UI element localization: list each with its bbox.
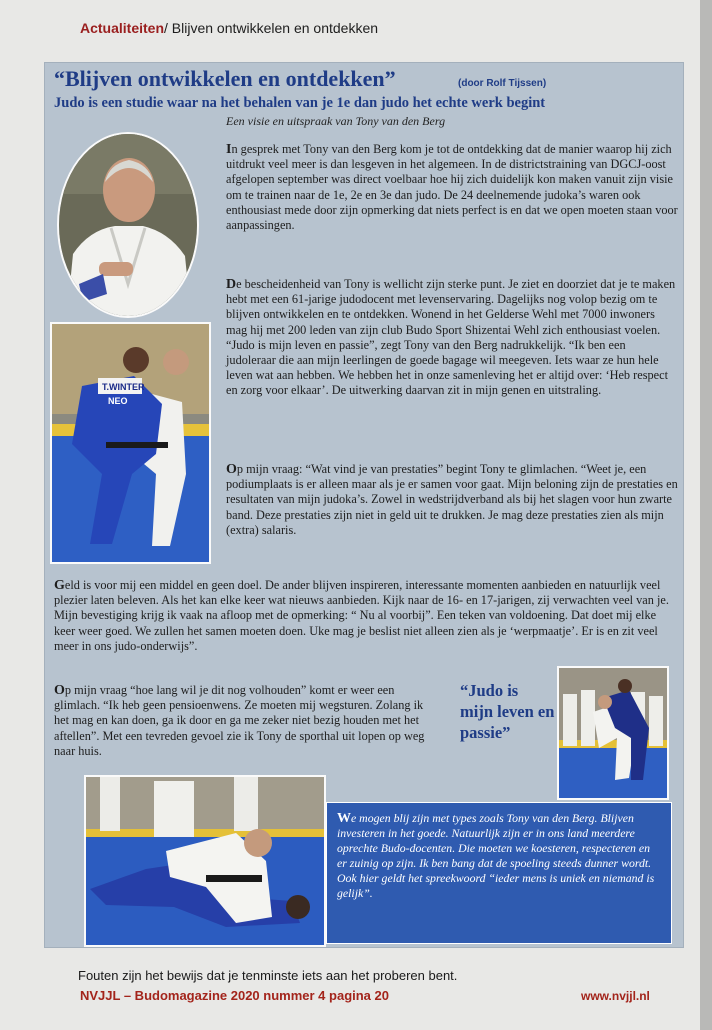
paragraph-3-text: p mijn vraag: “Wat vind je van prestaties” begint Tony te glimlachen. “Weet je, een podiumplaats is er alleen maar als je er samen voor gaat. Mijn beloning zijn de prestaties en resultaten van mijn judoka’s. Zowel in wedstrijdverband als bij het slagen voor hun zwarte band. Deze prestaties zijn niet in geld uit te drukken. Je mag deze prestaties zien als mijn (extra) salaris. (226, 462, 678, 537)
closing-statement-box (326, 802, 672, 944)
paragraph-3 (226, 462, 678, 538)
section-separator: / (164, 20, 172, 36)
closing-text: e mogen blij zijn met types zoals Tony van den Berg. Blijven investeren in het goede. Natuurlijk zijn er in ons land meerdere oprechte Budo-docenten. Die moeten we koesteren, respecteren en er zuinig op zijn. Ik ben bang dat de spoeling steeds dunner wordt. Ook hier geldt het spreekwoord “ieder mens is uniek en niemand is gelijk”. (337, 811, 655, 900)
paragraph-2-text: e bescheidenheid van Tony is wellicht zijn sterke punt. Je ziet en doorziet dat je te maken hebt met een 61-jarige judodocent met levenservaring. Dagelijks nog volop bezig om te blijven ontwikkelen en te ontdekken. Wonend in het Gelderse Wehl met 7000 inwoners mag hij met 200 leden van zijn club Budo Sport Shizentai Wehl zich enthousiast voelen. “Judo is mijn leven en passie”, zegt Tony van den Berg nadrukkelijk. “Ik ben een judoleraar die aan mijn leerlingen de goede bagage wil meegeven. Iets waar ze hun hele leven wat aan hebben. We hebben het in onze samenleving het er altijd over: ‘Heb respect en zorg voor elkaar’. De uitwerking daarvan zit in mijn genen en uitstraling. (226, 277, 676, 398)
article-tagline: Een visie en uitspraak van Tony van den Berg (226, 114, 446, 128)
closing-statement (337, 811, 661, 901)
paragraph-1-text: n gesprek met Tony van den Berg kom je tot de ontdekking dat de manier waarop hij zich uitdrukt veel meer is dan lesgeven in het algemeen. In de districtstraining van DGCJ-oost afgelopen september was direct voelbaar hoe hij zich duidelijk kon maken vanuit zijn visie om te trainen naar de 1e, 2e en 3e dan judo. De 24 deelnemende judoka’s waren ook enthousiast mede door zijn opmerking dat niets perfect is en dat we open moeten staan voor aanpassingen. (226, 142, 678, 233)
drop-initial-4: G (54, 578, 65, 593)
article-title: “Blijven ontwikkelen en ontdekken” (54, 66, 396, 91)
closing-initial: W (337, 811, 351, 826)
footer-quote: Fouten zijn het bewijs dat je tenminste iets aan het proberen bent. (78, 968, 458, 983)
footer-magazine-info: NVJJL – Budomagazine 2020 nummer 4 pagina 20 (80, 988, 389, 1003)
belt-name-text: T.WINTER (102, 382, 145, 392)
pull-quote: “Judo is mijn leven en passie” (460, 681, 555, 742)
section-label: Actualiteiten (80, 20, 165, 36)
paragraph-2 (226, 277, 678, 399)
drop-initial-5: O (54, 683, 65, 698)
drop-initial-1: I (226, 142, 232, 157)
section-topic: Blijven ontwikkelen en ontdekken (171, 20, 379, 36)
article-subtitle: Judo is een studie waar na het behalen van je 1e dan judo het echte werk begint (54, 95, 546, 111)
drop-initial-3: O (226, 462, 237, 477)
paragraph-4-text: eld is voor mij een middel en geen doel. De ander blijven inspireren, interessante momenten aanbieden en natuurlijk veel plezier laten beleven. Als het kan elke keer wat nieuws aanbieden. Kijk naar de 16- en 17-jarigen, zij verwachten veel van je. Mijn bevestiging krijg ik vaak na afloop met de opmerking: “ Nu al voorbij”. Een teken van voldoening. Dat doet mij elke keer weer goed. We zullen het samen moeten doen. Uke mag je beslist niet alleen zien als je ‘werpmaatje’. Er is en zit veel meer in ons judo-onderwijs”. (54, 578, 669, 653)
paragraph-1 (226, 142, 678, 233)
portrait-photo (57, 132, 199, 318)
footer-website: www.nvjjl.nl (581, 989, 650, 1003)
drop-initial-2: D (226, 277, 237, 292)
group-training-photo (557, 666, 669, 800)
page-edge (700, 0, 712, 1030)
paragraph-5-text: p mijn vraag “hoe lang wil je dit nog volhouden” komt er weer een glimlach. “Ik heb geen pensioenwens. Ze moeten mij wegsturen. Zolang ik het mag en kan doen, ga ik door en ga me zeker niet bezig houden met het aftellen”. Met een tevreden gevoel zie ik Tony de sporthal uit lopen op weg naar huis. (54, 683, 425, 758)
section-header (80, 20, 378, 36)
paragraph-4 (54, 578, 676, 654)
article-byline: (door Rolf Tijssen) (458, 78, 547, 89)
paragraph-5 (54, 683, 434, 759)
back-patch-text: NEO (108, 396, 128, 406)
groundwork-photo (84, 775, 326, 947)
judo-throw-photo (50, 322, 211, 564)
